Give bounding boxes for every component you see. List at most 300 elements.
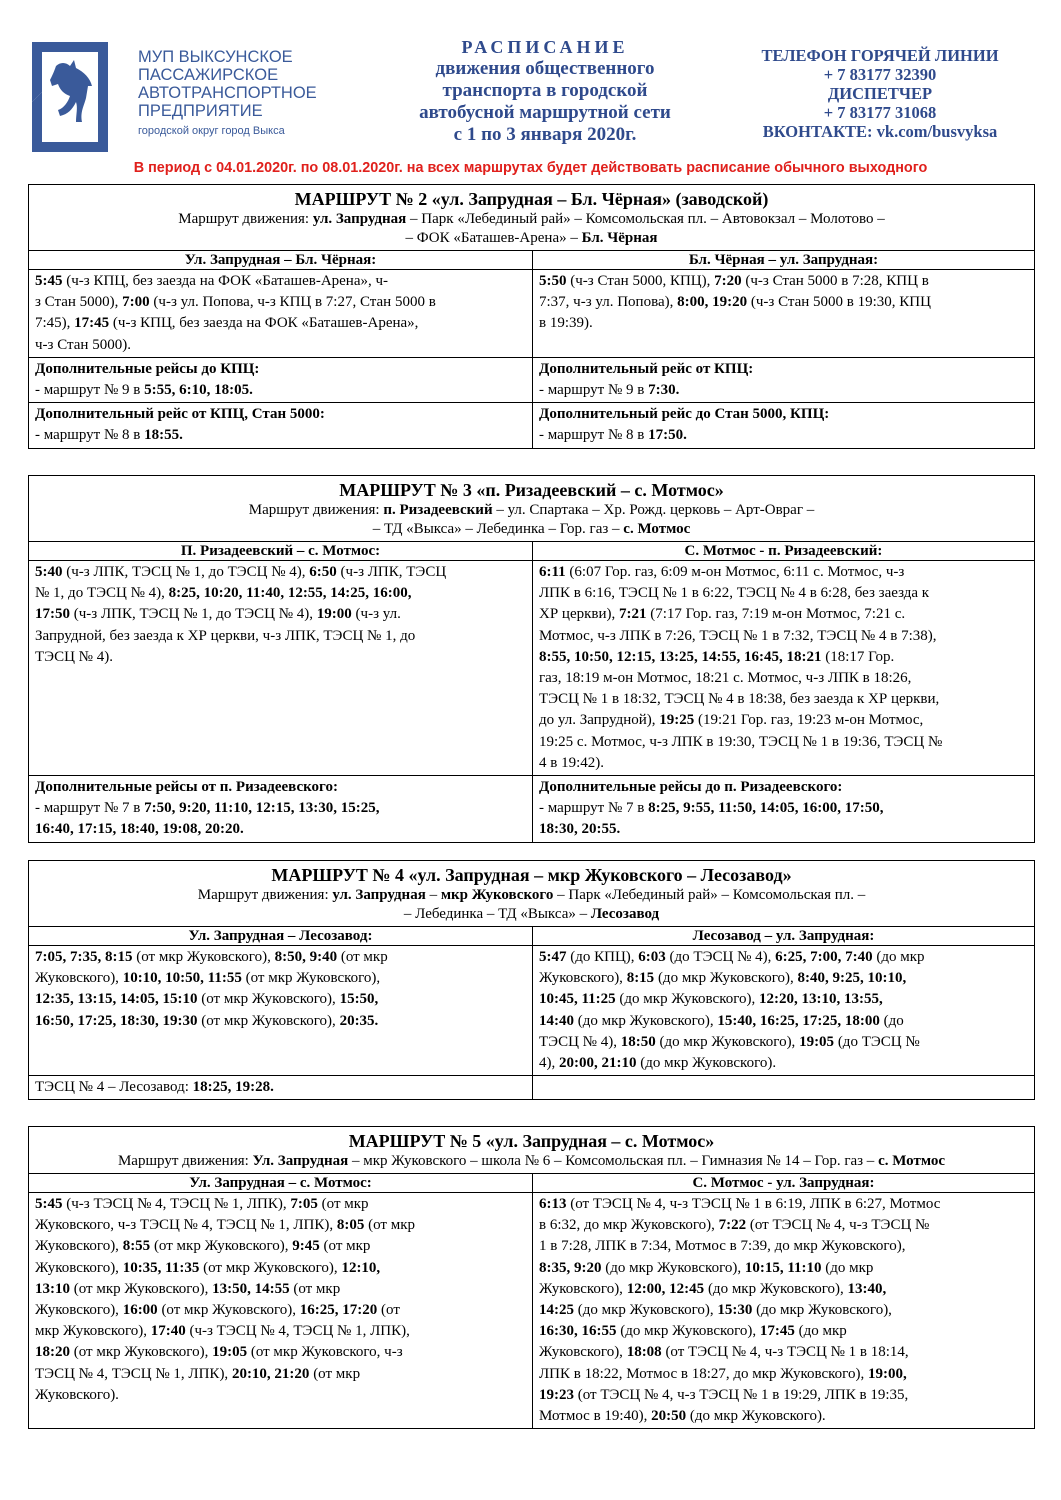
hotline-label: ТЕЛЕФОН ГОРЯЧЕЙ ЛИНИИ	[761, 46, 999, 65]
bold-text: 6:13	[539, 1196, 567, 1212]
text-segment: (от мкр	[319, 1238, 371, 1255]
bold-text: Дополнительный рейс от КПЦ:	[539, 360, 754, 377]
bold-text: 8:15	[626, 970, 655, 987]
text-line	[539, 313, 1028, 334]
schedule-table	[29, 250, 1034, 448]
text-segment: (до мкр Жуковского),	[615, 991, 760, 1008]
schedule-cell	[533, 1076, 1034, 1099]
schedule-cell	[533, 561, 1034, 776]
direction-header: Лесозавод – ул. Запрудная:	[533, 927, 1034, 946]
text-line	[539, 1364, 1028, 1385]
text-segment: (от	[377, 1302, 400, 1319]
text-segment: (от ТЭСЦ № 4, ч-з ТЭСЦ №	[746, 1217, 930, 1234]
bold-text: 19:05	[799, 1033, 835, 1050]
text-segment: (от мкр Жуковского),	[241, 970, 381, 987]
bold-text: 15:50,	[339, 991, 379, 1008]
text-line	[35, 1279, 526, 1300]
route-title: МАРШРУТ № 3 «п. Ризадеевский – с. Мотмос»	[339, 480, 724, 500]
text-segment: (от мкр Жуковского),	[199, 1259, 342, 1276]
text-segment: (до мкр	[872, 949, 925, 965]
text-segment: –	[425, 887, 441, 903]
text-segment: ЛПК в 18:22, Мотмос в 18:27, до мкр Жуковского),	[539, 1365, 868, 1382]
text-segment: до ул. Запрудной),	[539, 712, 660, 729]
text-segment: Жуковского),	[35, 1259, 123, 1276]
bold-text: 19:05	[212, 1344, 248, 1361]
bold-text: 19:00	[316, 606, 352, 623]
bold-text: 16:30, 16:55	[539, 1323, 617, 1340]
text-line	[35, 292, 526, 313]
text-segment: ТЭСЦ № 4, ТЭСЦ № 1, ЛПК),	[35, 1365, 232, 1382]
text-line	[35, 313, 526, 334]
bold-text: 7:21	[619, 606, 647, 623]
text-segment: (до	[879, 1012, 904, 1029]
route-path	[29, 210, 1034, 248]
bold-text: 13:50, 14:55	[212, 1280, 290, 1297]
bold-text: 13:40,	[847, 1280, 887, 1297]
text-segment: (до мкр Жуковского),	[752, 1302, 892, 1319]
text-segment: – Парк «Лебединый рай» – Комсомольская пл. – Автовокзал – Молотово –	[406, 211, 885, 227]
title-line: с 1 по 3 января 2020г.	[453, 124, 637, 145]
text-line	[29, 520, 1034, 539]
bold-text: 18:50	[620, 1033, 656, 1050]
text-line	[539, 798, 1028, 819]
text-line	[539, 819, 1028, 840]
bold-text: 17:50.	[648, 427, 687, 444]
text-segment: (от мкр	[309, 1365, 361, 1382]
text-line	[539, 689, 1028, 710]
text-line	[539, 668, 1028, 689]
bold-text: 19:25	[659, 712, 695, 729]
text-line	[539, 989, 1028, 1010]
text-line	[35, 968, 526, 989]
direction-header: С. Мотмос - п. Ризадеевский:	[533, 542, 1034, 561]
text-line	[35, 1258, 526, 1279]
bold-text: 12:00, 12:45	[626, 1280, 705, 1297]
schedule-cell	[29, 270, 533, 358]
route-block	[28, 1126, 1035, 1429]
bold-text: 5:47	[539, 949, 567, 965]
route-block	[28, 475, 1035, 843]
text-line	[539, 968, 1028, 989]
schedule-cell	[29, 1076, 533, 1099]
text-segment: мкр Жуковского),	[35, 1323, 151, 1340]
text-segment: - маршрут № 8 в	[539, 427, 649, 444]
text-segment: Жуковского),	[539, 970, 627, 987]
text-segment: (ч-з КПЦ, без заезда на ФОК «Баташев-Арена», ч-	[62, 273, 389, 289]
text-line	[539, 1011, 1028, 1032]
text-segment: Маршрут движения:	[197, 887, 333, 903]
text-segment: (от мкр Жуковского),	[157, 1302, 300, 1319]
text-segment: № 1, до ТЭСЦ № 4),	[35, 585, 169, 602]
text-line	[35, 947, 526, 968]
bold-text: 18:55.	[144, 427, 183, 444]
bold-text: 5:55, 6:10, 18:05.	[144, 382, 253, 399]
schedule-cell	[29, 946, 533, 1076]
direction-header: С. Мотмос - ул. Запрудная:	[533, 1174, 1034, 1193]
text-line	[539, 1053, 1028, 1074]
text-segment: (до ТЭСЦ № 4),	[665, 949, 776, 965]
text-line	[539, 1385, 1028, 1406]
bold-text: с. Мотмос	[623, 521, 691, 537]
bold-text: 8:50, 9:40	[274, 949, 338, 965]
text-line	[35, 583, 526, 604]
text-segment: (от мкр Жуковского),	[132, 949, 275, 965]
bold-text: 18:08	[626, 1344, 662, 1361]
text-segment: (до мкр Жуковского).	[686, 1408, 826, 1425]
bold-text: Дополнительный рейс до Стан 5000, КПЦ:	[539, 406, 830, 423]
organization-name	[138, 48, 317, 138]
dispatcher-label: ДИСПЕТЧЕР	[827, 84, 933, 103]
text-segment: (до мкр Жуковского),	[654, 970, 798, 987]
bold-text: 8:25, 9:55, 11:50, 14:05, 16:00, 17:50,	[648, 800, 884, 817]
text-segment: (до мкр Жуковского),	[574, 1012, 718, 1029]
text-segment: (ч-з Стан 5000 в 19:30, КПЦ	[747, 294, 931, 311]
schedule-cell	[29, 403, 533, 447]
text-segment: (до мкр Жуковского),	[616, 1323, 760, 1340]
bold-text: 18:20	[35, 1344, 70, 1361]
text-segment: Маршрут движения:	[178, 211, 313, 227]
hotline-phone: + 7 83177 32390	[823, 65, 937, 84]
text-segment: (до КПЦ),	[566, 949, 639, 965]
schedule-cell	[29, 561, 533, 776]
text-line	[539, 359, 1028, 380]
text-line	[539, 1215, 1028, 1236]
text-line	[539, 562, 1028, 583]
route-path	[29, 1152, 1034, 1171]
text-segment: (ч-з Стан 5000 в 7:28, КПЦ в	[741, 273, 929, 289]
bold-text: мкр Жуковского	[440, 887, 554, 903]
text-line	[35, 1194, 526, 1215]
schedule-cell	[533, 403, 1034, 447]
text-segment: ч-з Стан 5000).	[35, 336, 131, 353]
text-line	[35, 271, 526, 292]
bold-text: 6:50	[309, 564, 337, 580]
bold-text: 10:35, 11:35	[122, 1259, 200, 1276]
text-segment: (от мкр Жуковского),	[150, 1238, 293, 1255]
text-line	[539, 710, 1028, 731]
title-line: транспорта в городской	[442, 80, 648, 101]
route-title: МАРШРУТ № 2 «ул. Запрудная – Бл. Чёрная» (заводской)	[294, 189, 769, 209]
text-segment: (от ТЭСЦ № 4, ч-з ТЭСЦ № 1 в 19:29, ЛПК в 19:35,	[574, 1386, 909, 1403]
org-line: ПРЕДПРИЯТИЕ	[138, 102, 263, 120]
bold-text: 8:55, 10:50, 12:15, 13:25, 14:55, 16:45, 18:21	[539, 648, 822, 665]
schedule-cell	[533, 270, 1034, 358]
bold-text: 20:50	[651, 1408, 687, 1425]
text-line	[35, 380, 526, 401]
text-segment: (от ТЭСЦ № 4, ч-з ТЭСЦ № 1 в 18:14,	[661, 1344, 909, 1361]
schedule-cell	[533, 1193, 1034, 1428]
schedule-cell	[29, 358, 533, 403]
bold-text: 16:50, 17:25, 18:30, 19:30	[35, 1012, 198, 1029]
text-segment: (ч-з ул.	[351, 606, 401, 623]
text-line	[35, 819, 526, 840]
text-segment: (от мкр	[289, 1280, 341, 1297]
text-line	[539, 753, 1028, 774]
bold-text: 7:00	[122, 294, 150, 311]
text-segment: (от мкр Жуковского),	[70, 1344, 213, 1361]
bold-text: 8:55	[122, 1238, 151, 1255]
text-segment: Маршрут движения:	[117, 1153, 253, 1169]
bold-text: 7:22	[718, 1217, 747, 1234]
org-subtitle: городской округ город Выкса	[138, 125, 285, 137]
text-segment: (до мкр Жуковского),	[655, 1033, 800, 1050]
text-segment: (7:17 Гор. газ, 7:19 м-он Мотмос, 7:21 с.	[646, 606, 906, 623]
text-segment: ХР церкви),	[539, 606, 620, 623]
text-segment: (до мкр Жуковского).	[636, 1055, 777, 1072]
text-segment: (до мкр Жуковского),	[601, 1259, 745, 1276]
text-line	[539, 626, 1028, 647]
text-segment: Жуковского, ч-з ТЭСЦ № 4, ТЭСЦ № 1, ЛПК),	[35, 1217, 337, 1234]
bold-text: ул. Запрудная	[312, 211, 407, 227]
text-line	[539, 732, 1028, 753]
bold-text: 17:45	[74, 315, 110, 332]
text-segment: (от мкр Жуковского),	[70, 1280, 213, 1297]
text-segment: Жуковского).	[35, 1386, 119, 1403]
text-segment: - маршрут № 8 в	[35, 427, 145, 444]
title-line: движения общественного	[435, 58, 655, 79]
text-segment: (до мкр	[821, 1259, 874, 1276]
text-segment: Жуковского),	[35, 1302, 123, 1319]
schedule-cell	[533, 946, 1034, 1076]
bold-text: 10:15, 11:10	[744, 1259, 822, 1276]
route-path	[29, 886, 1034, 924]
dispatcher-phone: + 7 83177 31068	[823, 103, 937, 122]
bold-text: 17:45	[759, 1323, 795, 1340]
bold-text: 7:05	[290, 1196, 318, 1212]
bold-text: ул. Запрудная	[332, 887, 426, 903]
bold-text: 19:23	[539, 1386, 574, 1403]
text-line	[539, 1342, 1028, 1363]
text-segment: - маршрут № 7 в	[35, 800, 145, 817]
text-segment: (до ТЭСЦ №	[834, 1033, 920, 1050]
text-line	[539, 425, 1028, 446]
schedule-table	[29, 1173, 1034, 1428]
text-line	[539, 583, 1028, 604]
text-line	[539, 1258, 1028, 1279]
holiday-notice: В период с 04.01.2020г. по 08.01.2020г. на всех маршрутах будет действовать расписание обычного выходного	[133, 160, 928, 176]
text-segment: – ТД «Выкса» – Лебединка – Гор. газ –	[372, 521, 624, 537]
text-segment: – Лебединка – ТД «Выкса» –	[403, 906, 591, 922]
text-line	[35, 1385, 526, 1406]
vk-link: ВКОНТАКТЕ: vk.com/busvyksa	[762, 122, 998, 141]
text-segment: (ч-з ЛПК, ТЭСЦ № 1, до ТЭСЦ № 4),	[70, 606, 317, 623]
bold-text: 15:40, 16:25, 17:25, 18:00	[717, 1012, 880, 1029]
text-line	[35, 989, 526, 1010]
route-block	[28, 860, 1035, 1100]
text-line	[539, 1032, 1028, 1053]
text-segment: 4),	[539, 1055, 559, 1072]
text-line	[539, 1300, 1028, 1321]
text-line	[29, 210, 1034, 229]
direction-header: Ул. Запрудная – с. Мотмос:	[29, 1174, 533, 1193]
bold-text: 16:40, 17:15, 18:40, 19:08, 20:20.	[35, 821, 244, 838]
text-segment: Запрудной, без заезда к ХР церкви, ч-з ЛПК, ТЭСЦ № 1, до	[35, 627, 416, 644]
contacts-block	[730, 46, 1030, 141]
text-line	[29, 886, 1034, 905]
bold-text: 5:45	[35, 273, 63, 289]
bold-text: 7:50, 9:20, 11:10, 12:15, 13:30, 15:25,	[144, 800, 380, 817]
text-segment: Жуковского),	[35, 970, 123, 987]
bold-text: 10:10, 10:50, 11:55	[122, 970, 242, 987]
text-segment: в 6:32, до мкр Жуковского),	[539, 1217, 719, 1234]
route-title: МАРШРУТ № 5 «ул. Запрудная – с. Мотмос»	[348, 1131, 715, 1151]
bold-text: 8:05	[336, 1217, 365, 1234]
bold-text: 7:30.	[648, 382, 680, 399]
text-line	[539, 292, 1028, 313]
bold-text: Дополнительные рейсы от п. Ризадеевского:	[35, 779, 338, 796]
text-line	[35, 1011, 526, 1032]
bold-text: Бл. Чёрная	[581, 230, 658, 246]
text-segment: з Стан 5000),	[35, 294, 123, 311]
bold-text: 20:10, 21:20	[231, 1365, 310, 1382]
bold-text: 7:20	[714, 273, 742, 289]
route-title: МАРШРУТ № 4 «ул. Запрудная – мкр Жуковского – Лесозавод»	[271, 865, 792, 885]
bold-text: 19:00,	[867, 1365, 907, 1382]
bold-text: 8:35, 9:20	[539, 1259, 602, 1276]
text-segment: (ч-з ТЭСЦ № 4, ТЭСЦ № 1, ЛПК),	[62, 1196, 291, 1212]
bold-text: 6:25, 7:00, 7:40	[775, 949, 873, 965]
text-line	[539, 1194, 1028, 1215]
text-line	[35, 1342, 526, 1363]
text-segment: (ч-з ул. Попова, ч-з КПЦ в 7:27, Стан 5000 в	[149, 294, 436, 311]
bold-text: 6:03	[638, 949, 666, 965]
schedule-cell	[29, 1193, 533, 1428]
bold-text: Ул. Запрудная	[252, 1153, 349, 1169]
bold-text: 6:11	[539, 564, 566, 580]
bold-text: 18:25, 19:28.	[192, 1079, 274, 1096]
direction-header: П. Ризадеевский – с. Мотмос:	[29, 542, 533, 561]
text-segment: ТЭСЦ № 4).	[35, 648, 113, 665]
bold-text: 15:30	[717, 1302, 753, 1319]
direction-header: Ул. Запрудная – Лесозавод:	[29, 927, 533, 946]
bold-text: Дополнительные рейсы до КПЦ:	[35, 360, 260, 377]
text-segment: (от мкр Жуковского),	[197, 991, 340, 1008]
text-line	[539, 1406, 1028, 1427]
text-segment: Мотмос в 19:40),	[539, 1408, 652, 1425]
bold-text: п. Ризадеевский	[383, 502, 493, 518]
text-line	[539, 380, 1028, 401]
text-line	[539, 271, 1028, 292]
text-segment: (18:17 Гор.	[821, 648, 895, 665]
text-line	[539, 1236, 1028, 1257]
bold-text: 16:00	[122, 1302, 158, 1319]
text-segment: (ч-з ЛПК, ТЭСЦ	[336, 564, 447, 580]
text-line	[35, 647, 526, 668]
text-line	[29, 501, 1034, 520]
text-segment: (от мкр Жуковского, ч-з	[247, 1344, 403, 1361]
text-segment: (до мкр Жуковского),	[704, 1280, 848, 1297]
bold-text: 14:40	[539, 1012, 574, 1029]
text-segment: 19:25 с. Мотмос, ч-з ЛПК в 19:30, ТЭСЦ № 1 в 19:36, ТЭСЦ №	[539, 733, 943, 750]
text-line	[35, 777, 526, 798]
bold-text: 17:40	[150, 1323, 186, 1340]
bold-text: 13:10	[35, 1280, 70, 1297]
bold-text: 5:50	[539, 273, 567, 289]
bold-text: 5:40	[35, 564, 63, 580]
route-path	[29, 501, 1034, 539]
schedule-cell	[533, 358, 1034, 403]
text-line	[35, 1364, 526, 1385]
text-segment: – мкр Жуковского – школа № 6 – Комсомольская пл. – Гимназия № 14 – Гор. газ –	[348, 1153, 879, 1169]
text-line	[35, 604, 526, 625]
org-line: АВТОТРАНСПОРТНОЕ	[138, 84, 317, 102]
page-title	[380, 36, 710, 146]
text-segment: (от мкр	[364, 1217, 415, 1234]
text-line	[539, 777, 1028, 798]
bold-text: 18:30, 20:55.	[539, 821, 621, 838]
text-line	[35, 562, 526, 583]
bold-text: 8:40, 9:25, 10:10,	[797, 970, 907, 987]
bold-text: 12:20, 13:10, 13:55,	[759, 991, 883, 1008]
text-segment: Жуковского),	[539, 1344, 627, 1361]
text-line	[35, 1236, 526, 1257]
text-segment: (ч-з КПЦ, без заезда на ФОК «Баташев-Арена»,	[109, 315, 419, 332]
text-segment: Жуковского),	[539, 1280, 627, 1297]
schedule-cell	[29, 776, 533, 842]
text-segment: 1 в 7:28, ЛПК в 7:34, Мотмос в 7:39, до мкр Жуковского),	[539, 1238, 906, 1255]
page-header	[0, 0, 1061, 185]
text-segment: – Парк «Лебединый рай» – Комсомольская пл. –	[553, 887, 866, 903]
text-line	[35, 798, 526, 819]
text-segment: (6:07 Гор. газ, 6:09 м-он Мотмос, 6:11 с. Мотмос, ч-з	[565, 564, 905, 580]
text-segment: Мотмос, ч-з ЛПК в 7:26, ТЭСЦ № 1 в 7:32, ТЭСЦ № 4 в 7:38),	[539, 627, 937, 644]
text-line	[35, 1321, 526, 1342]
bold-text: 10:45, 11:25	[539, 991, 616, 1008]
text-line	[35, 404, 526, 425]
bold-text: 8:00, 19:20	[677, 294, 748, 311]
bold-text: 12:35, 13:15, 14:05, 15:10	[35, 991, 198, 1008]
text-segment: (от ТЭСЦ № 4, ч-з ТЭСЦ № 1 в 6:19, ЛПК в 6:27, Мотмос	[566, 1196, 941, 1212]
bold-text: 14:25	[539, 1302, 574, 1319]
text-line	[539, 1279, 1028, 1300]
text-line	[35, 335, 526, 356]
org-line: ПАССАЖИРСКОЕ	[138, 66, 279, 84]
text-segment: (ч-з ЛПК, ТЭСЦ № 1, до ТЭСЦ № 4),	[62, 564, 310, 580]
text-segment: Жуковского),	[35, 1238, 123, 1255]
bold-text: Дополнительный рейс от КПЦ, Стан 5000:	[35, 406, 325, 423]
text-segment: ЛПК в 6:16, ТЭСЦ № 1 в 6:22, ТЭСЦ № 4 в 6:28, без заезда к	[539, 585, 930, 602]
text-segment: (19:21 Гор. газ, 19:23 м-он Мотмос,	[694, 712, 924, 729]
text-line	[539, 1321, 1028, 1342]
title-line: РАСПИСАНИЕ	[461, 37, 629, 57]
text-line	[29, 905, 1034, 924]
bold-text: 17:50	[35, 606, 70, 623]
bold-text: 20:35.	[339, 1012, 379, 1029]
text-segment: Маршрут движения:	[248, 502, 384, 518]
text-segment: 7:45),	[35, 315, 75, 332]
company-logo-icon	[30, 40, 110, 155]
text-segment: (от мкр Жуковского),	[197, 1012, 340, 1029]
text-segment: (до мкр Жуковского),	[574, 1302, 718, 1319]
text-line	[29, 1152, 1034, 1171]
bold-text: 20:00, 21:10	[559, 1055, 637, 1072]
text-segment: 7:37, ч-з ул. Попова),	[539, 294, 678, 311]
text-line	[29, 229, 1034, 248]
text-segment: – ул. Спартака – Хр. Рожд. церковь – Арт-Овраг –	[492, 502, 815, 518]
org-line: МУП ВЫКСУНСКОЕ	[138, 48, 293, 66]
text-segment: газ, 18:19 м-он Мотмос, 18:21 с. Мотмос, ч-з ЛПК в 18:26,	[539, 670, 912, 687]
bold-text: 9:45	[292, 1238, 320, 1255]
text-line	[35, 1077, 526, 1098]
bold-text: 16:25, 17:20	[299, 1302, 378, 1319]
text-line	[35, 359, 526, 380]
text-line	[539, 647, 1028, 668]
bold-text: 12:10,	[341, 1259, 381, 1276]
text-segment: ТЭСЦ № 1 в 18:32, ТЭСЦ № 4 в 18:38, без заезда к ХР церкви,	[539, 691, 940, 708]
text-segment: (до мкр	[794, 1323, 847, 1340]
text-segment: - маршрут № 9 в	[539, 382, 649, 399]
text-line	[539, 404, 1028, 425]
